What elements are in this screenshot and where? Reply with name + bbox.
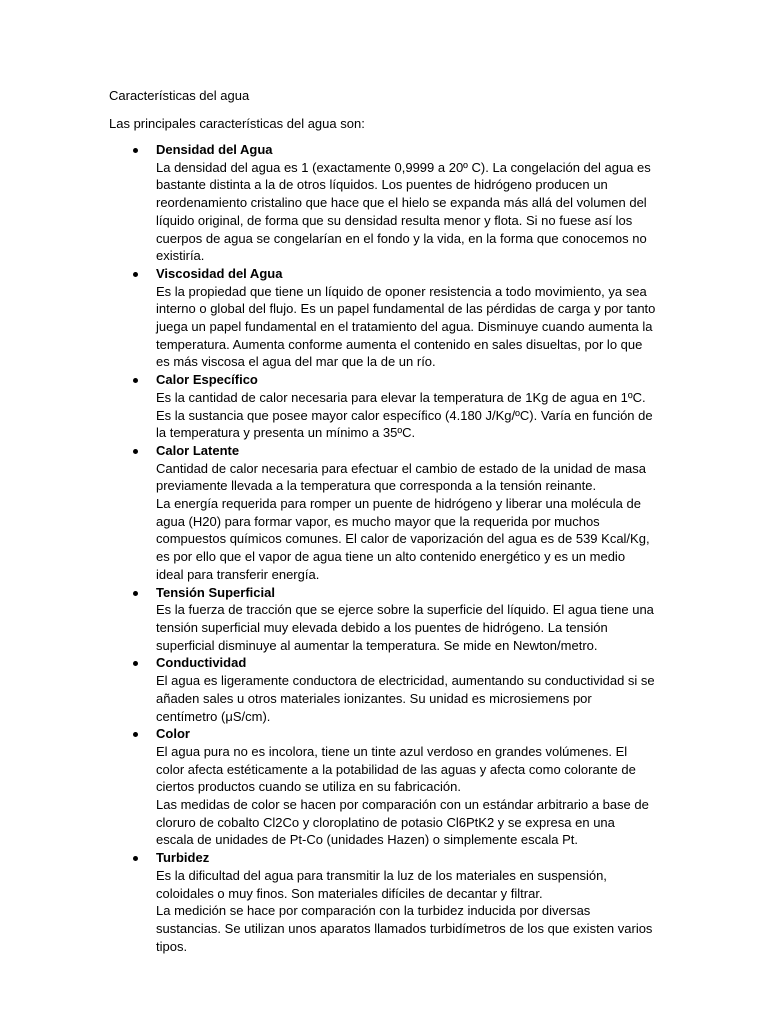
- list-item-body: [156, 849, 656, 955]
- list-item-body: [156, 442, 656, 584]
- item-paragraph: Cantidad de calor necesaria para efectuar el cambio de estado de la unidad de masa previamente llevada a la temperatura que corresponda a la tensión reinante.: [156, 460, 646, 494]
- list-item-body: [156, 725, 656, 849]
- intro-text: Las principales características del agua son:: [109, 116, 365, 131]
- bullet-icon: [133, 856, 138, 861]
- list-item: [0, 141, 768, 265]
- item-paragraph: Es la fuerza de tracción que se ejerce sobre la superficie del líquido. El agua tiene una tensión superficial muy elevada debido a los puentes de hidrógeno. La tensión superficial disminuye al aumentar la temperatura. Se mide en Newton/metro.: [156, 602, 654, 653]
- list-item: [0, 725, 768, 849]
- document-title: Características del agua: [109, 88, 250, 103]
- list-item-body: [156, 141, 656, 265]
- list-item-body: [156, 584, 656, 655]
- item-heading: Calor Específico: [156, 372, 258, 388]
- list-item: [0, 265, 768, 371]
- item-paragraph: Es la cantidad de calor necesaria para elevar la temperatura de 1Kg de agua en 1ºC. Es la sustancia que posee mayor calor específico (4.180 J/Kg/ºC). Varía en función de la temperatura y presenta un mínimo a 35ºC.: [156, 389, 653, 441]
- item-paragraph: El agua es ligeramente conductora de electricidad, aumentando su conductividad si se añaden sales u otros materiales ionizantes. Su unidad es microsiemens por centímetro (μS/cm).: [156, 673, 655, 724]
- bullet-icon: [133, 272, 138, 277]
- item-heading: Color: [156, 726, 190, 742]
- item-heading: Turbidez: [156, 850, 210, 866]
- bullet-icon: [133, 591, 138, 596]
- item-heading: Densidad del Agua: [156, 142, 273, 157]
- list-item-body: [156, 654, 656, 725]
- list-item: [0, 654, 768, 725]
- bullet-icon: [133, 661, 138, 666]
- item-paragraph: Es la dificultad del agua para transmitir la luz de los materiales en suspensión, coloidales o muy finos. Son materiales difíciles de decantar y filtrar.: [156, 867, 607, 901]
- item-paragraph: Las medidas de color se hacen por comparación con un estándar arbitrario a base de cloruro de cobalto Cl2Co y cloroplatino de potasio Cl6PtK2 y se expresa en una escala de unidades de Pt-Co (unidades Hazen) o simplemente escala Pt.: [156, 797, 649, 848]
- list-item-body: [156, 371, 656, 442]
- list-item-body: [156, 265, 656, 371]
- characteristics-list: [0, 141, 768, 955]
- item-heading: Conductividad: [156, 655, 247, 671]
- item-paragraph: La energía requerida para romper un puente de hidrógeno y liberar una molécula de agua (H20) para formar vapor, es mucho mayor que la requerida por muchos compuestos químicos comunes. El calor de vaporización del agua es de 539 Kcal/Kg, es por ello que el vapor de agua tiene un alto contenido energético y es un medio ideal para transferir energía.: [156, 496, 650, 582]
- item-paragraph: El agua pura no es incolora, tiene un tinte azul verdoso en grandes volúmenes. El color afecta estéticamente a la potabilidad de las aguas y afecta como colorante de ciertos productos cuando se utiliza en su fabricación.: [156, 743, 636, 795]
- list-item: [0, 442, 768, 584]
- item-paragraph: La densidad del agua es 1 (exactamente 0,9999 a 20º C). La congelación del agua es bastante distinta a la de otros líquidos. Los puentes de hidrógeno producen un reordenamiento cristalino que hace que el hielo se expanda más allá del volumen del líquido original, de forma que su densidad resulta menor y flota. Si no fuese así los cuerpos de agua se congelarían en el fondo y la vida, en la forma que conocemos no existiría.: [156, 159, 651, 264]
- list-item: [0, 584, 768, 655]
- item-paragraph: Es la propiedad que tiene un líquido de oponer resistencia a todo movimiento, ya sea interno o global del flujo. Es un papel fundamental de las pérdidas de carga y por tanto juega un papel fundamental en el tratamiento del agua. Disminuye cuando aumenta la temperatura. Aumenta conforme aumenta el contenido en sales disueltas, por lo que es más viscosa el agua del mar que la de un río.: [156, 283, 656, 370]
- bullet-icon: [133, 378, 138, 383]
- list-item: [0, 371, 768, 442]
- list-item: [0, 849, 768, 955]
- item-heading: Calor Latente: [156, 442, 240, 458]
- bullet-icon: [133, 148, 138, 153]
- item-paragraph: La medición se hace por comparación con la turbidez inducida por diversas sustancias. Se utilizan unos aparatos llamados turbidímetros de los que existen varios tipos.: [156, 903, 653, 954]
- item-heading: Viscosidad del Agua: [156, 265, 283, 281]
- bullet-icon: [133, 449, 138, 454]
- bullet-icon: [133, 732, 138, 737]
- item-heading: Tensión Superficial: [156, 584, 275, 600]
